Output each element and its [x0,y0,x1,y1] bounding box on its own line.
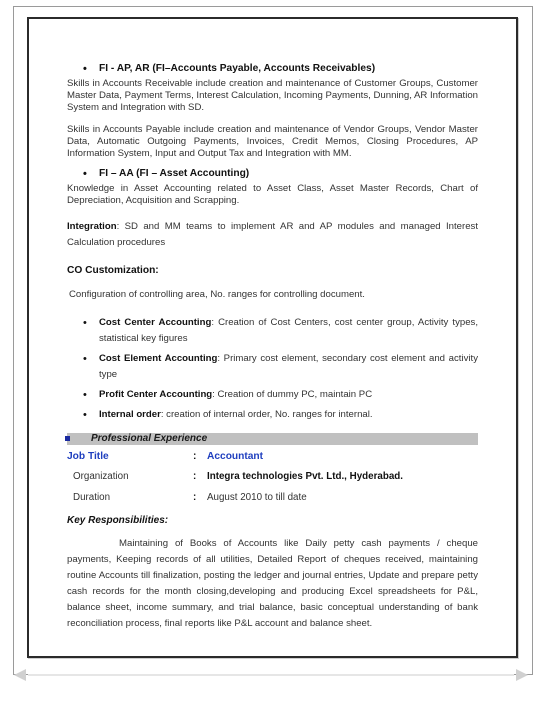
job-title-row [67,451,478,471]
co-config-text: Configuration of controlling area, No. ranges for controlling document. [69,289,365,300]
professional-experience-bar [67,433,478,445]
list-item-text: : Creation of dummy PC, maintain PC [212,389,373,400]
list-item-label: Cost Element Accounting [99,353,218,364]
job-title-value: Accountant [207,451,264,462]
list-item-text: : Creation of Cost Centers, cost center group, Activity types, statistical key figures [99,317,478,344]
list-item-cost-element [67,351,478,383]
scroll-right-arrow-icon[interactable] [516,669,528,681]
duration-label: Duration [73,492,111,503]
list-item-label: Internal order [99,409,161,420]
colon: : [193,451,197,462]
responsibilities-paragraph: Maintaining of Books of Accounts like Daily petty cash payments / cheque payments, Keeping records of all utilities, Detailed Report of cheques received, maintaining routine Accounts till finalization, posting the ledger and journal entries, Update and prepare petty cash records for the month closing,developing and producing Excel spreadsheets for P&L, balance sheet, income summary, and trial balance, basic conceptual understanding of bank reconciliation process, final reports like P&L account and balance sheet. [67,538,478,629]
list-item-label: Cost Center Accounting [99,317,212,328]
duration-row [67,492,478,513]
duration-value: August 2010 to till date [207,492,307,503]
list-item-text: : creation of internal order, No. ranges for internal. [160,409,373,420]
organization-row [67,471,478,492]
fi-ap-ar-heading: • FI - AP, AR (FI–Accounts Payable, Accounts Receivables) [67,63,478,75]
section-marker-icon [65,436,70,441]
integration-paragraph [67,219,478,251]
colon: : [193,492,197,503]
job-title-label: Job Title [67,451,109,462]
list-item-internal-order [67,407,478,423]
integration-label: Integration [67,221,117,232]
accounts-receivable-paragraph: Skills in Accounts Receivable include creation and maintenance of Customer Groups, Customer Master Data, Payment Terms, Interest Calculation, Incoming Payments, Dunning, AR Information System and Integration with SD. [67,78,478,113]
co-items-list [67,315,478,423]
section-title: Professional Experience [91,433,208,444]
horizontal-scroll-track[interactable] [28,674,514,676]
fi-aa-heading: • FI – AA (FI – Asset Accounting) [67,168,478,180]
resume-content [67,63,478,632]
organization-value: Integra technologies Pvt. Ltd., Hyderabad. [207,471,403,482]
organization-label: Organization [73,471,129,482]
integration-text: : SD and MM teams to implement AR and AP modules and managed Interest Calculation procedures [67,221,478,248]
list-item-cost-center [67,315,478,347]
asset-accounting-paragraph: Knowledge in Asset Accounting related to Asset Class, Asset Master Records, Chart of Depreciation, Acquisition and Scrapping. [67,183,478,206]
scroll-left-arrow-icon[interactable] [14,669,26,681]
key-responsibilities-heading: Key Responsibilities: [67,515,169,526]
accounts-payable-paragraph: Skills in Accounts Payable include creation and maintenance of Vendor Groups, Vendor Master Data, Automatic Outgoing Payments, Invoices, Credit Memos, Closing Procedures, AP Information System, Input and Output Tax and Integration with MM. [67,124,478,159]
co-customization-heading: CO Customization: [67,265,159,276]
colon: : [193,471,197,482]
list-item-text: : Primary cost element, secondary cost element and activity type [99,353,478,380]
list-item-profit-center [67,387,478,403]
list-item-label: Profit Center Accounting [99,389,213,400]
